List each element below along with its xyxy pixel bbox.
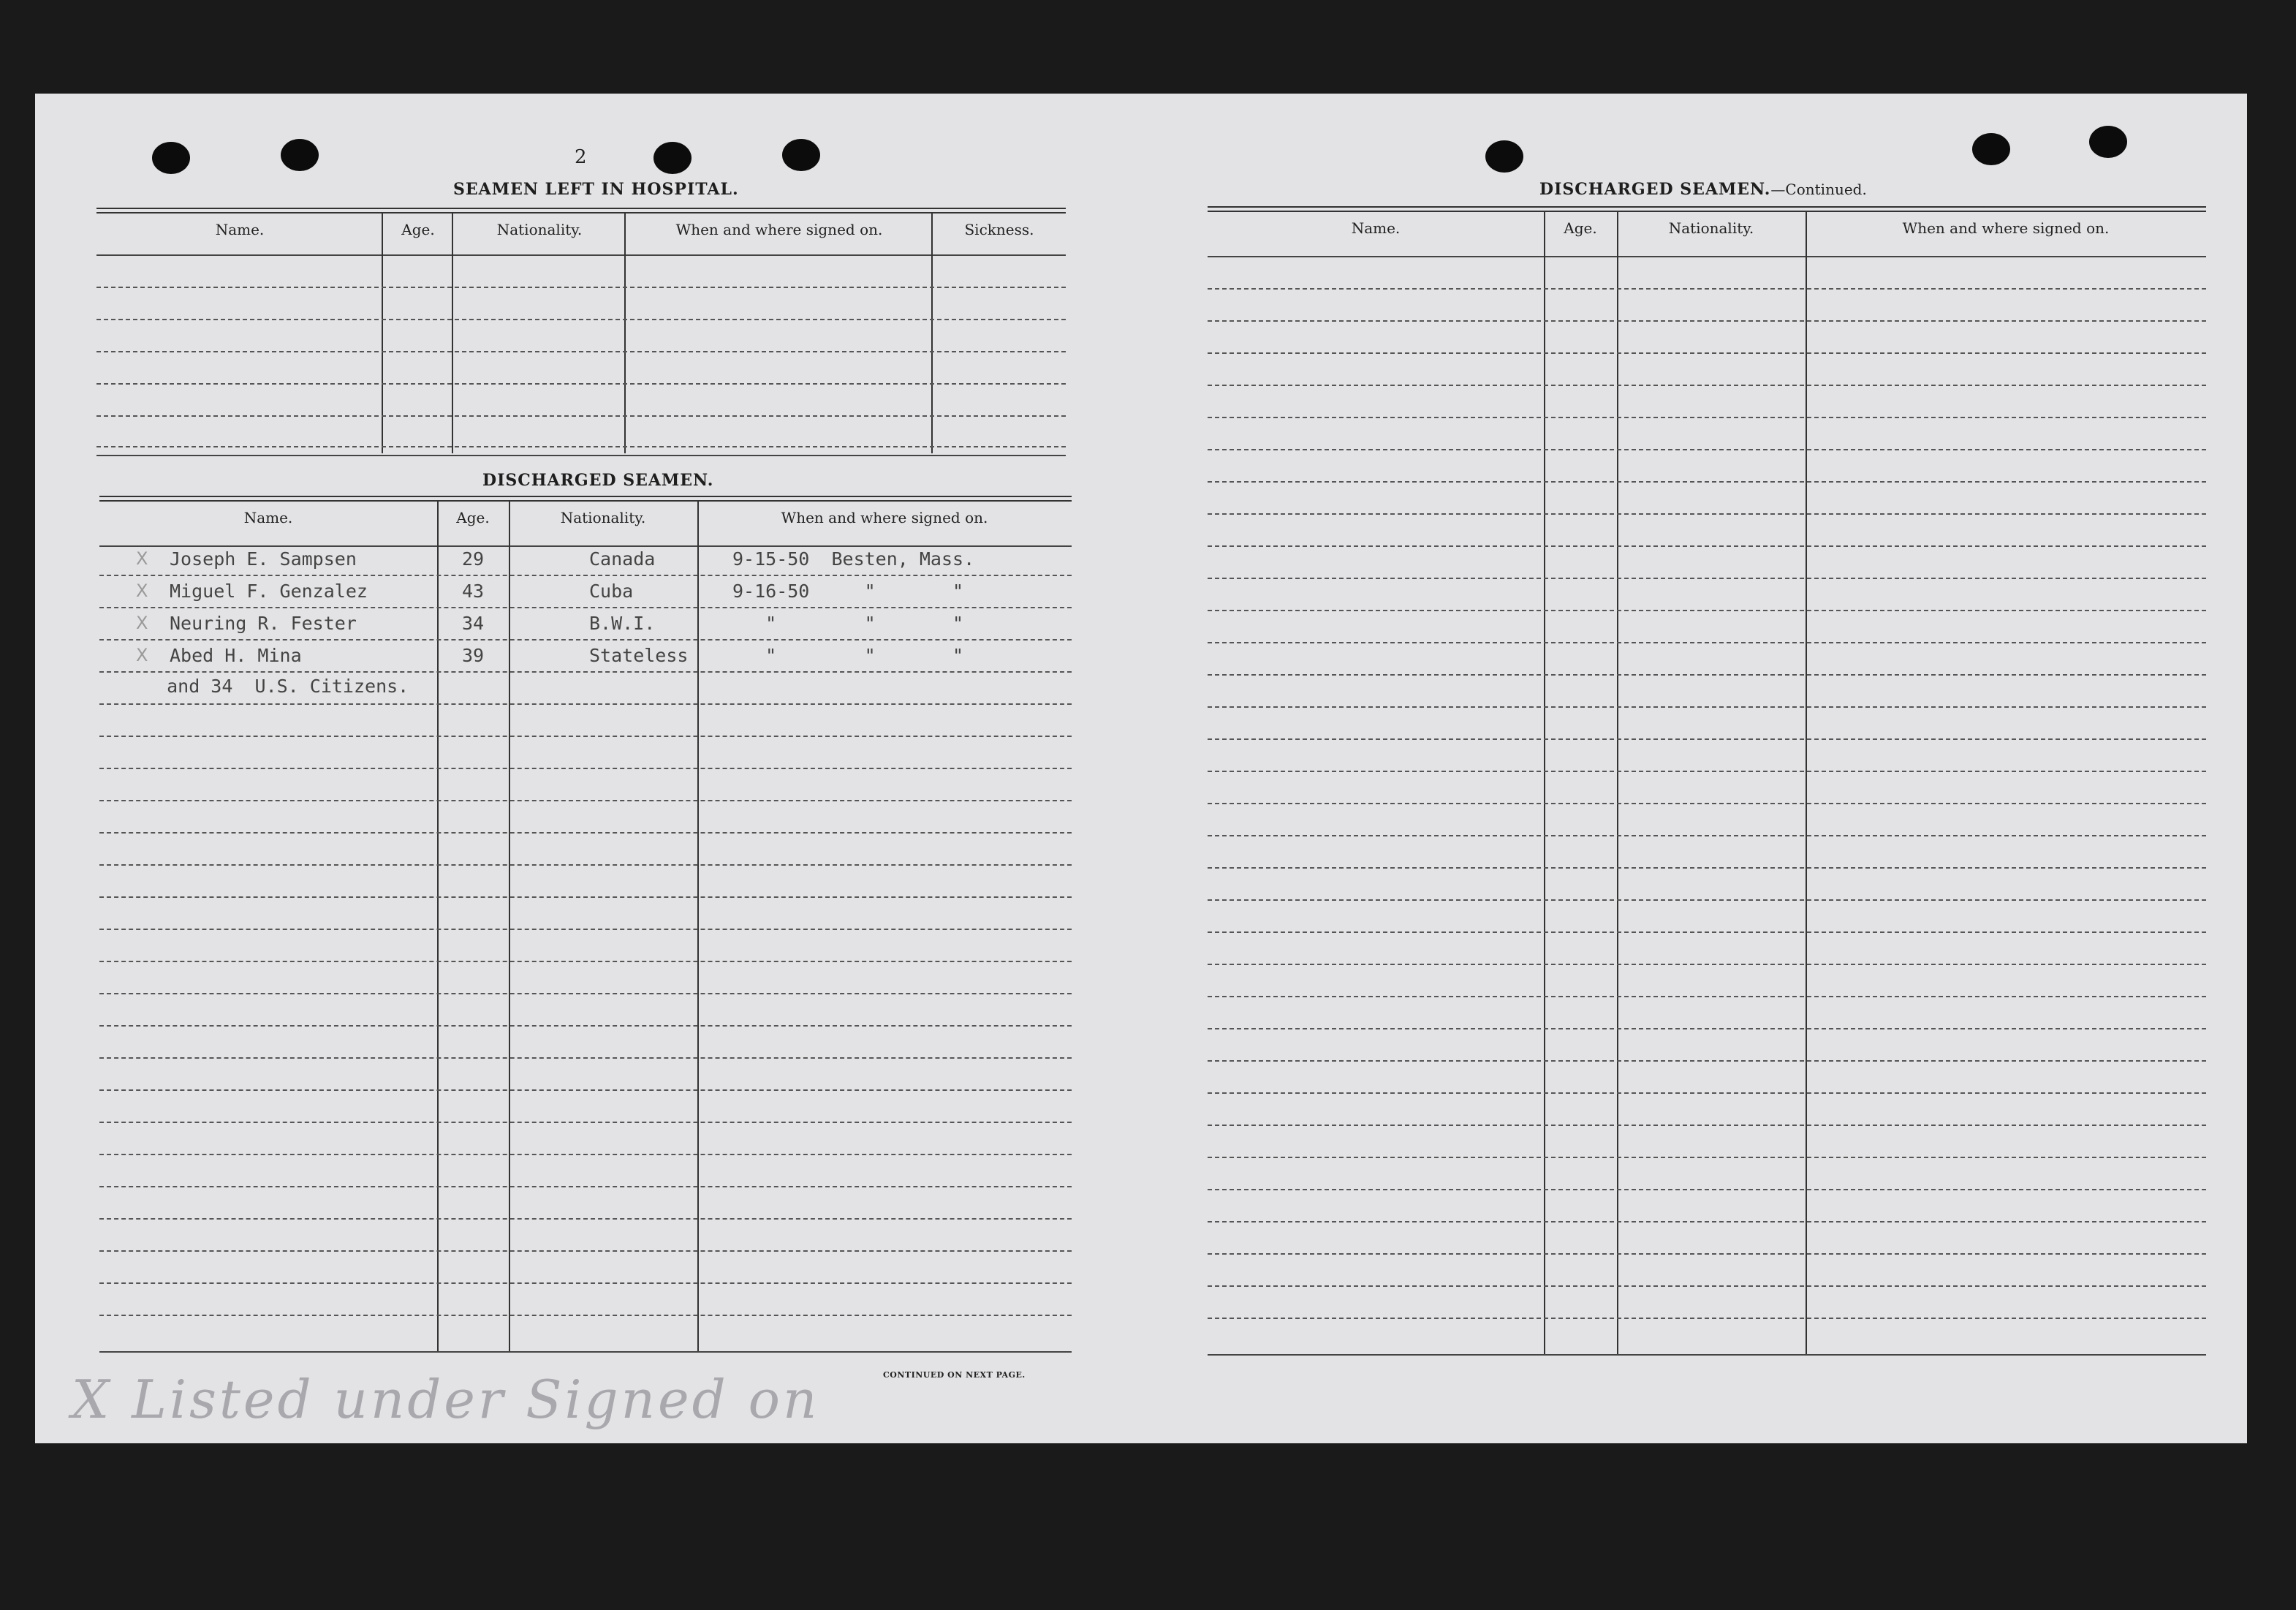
ruled-line <box>1208 578 2206 579</box>
seaman-name: Neuring R. Fester <box>170 613 357 634</box>
row-mark: X <box>136 645 148 665</box>
ruled-line <box>1208 481 2206 483</box>
seaman-when-where: 9-15-50 Besten, Mass. <box>732 548 975 570</box>
ruled-line <box>1208 899 2206 901</box>
seaman-name: and 34 U.S. Citizens. <box>145 676 409 697</box>
col-header-age: Age. <box>456 509 490 526</box>
ruled-line <box>1208 449 2206 450</box>
ruled-line <box>1208 1221 2206 1222</box>
ruled-line <box>1208 1253 2206 1255</box>
col-header-name: Name. <box>243 509 293 526</box>
ruled-line <box>1208 1189 2206 1190</box>
ruled-line <box>99 703 1072 705</box>
row-mark: X <box>136 548 148 569</box>
discharged-continued-table <box>1208 206 2206 1361</box>
ruled-line <box>1208 352 2206 354</box>
ruled-line <box>99 1057 1072 1059</box>
seaman-age: 39 <box>462 645 485 666</box>
ruled-line <box>1208 610 2206 611</box>
seaman-when-where: " " " <box>732 645 964 666</box>
seaman-nationality: B.W.I. <box>589 613 656 634</box>
col-header-when-where: When and where signed on. <box>1902 219 2110 237</box>
ruled-line <box>1208 964 2206 965</box>
ruled-line <box>1208 642 2206 643</box>
discharged-continued-title-text: DISCHARGED SEAMEN. <box>1539 180 1771 199</box>
ruled-line <box>1208 513 2206 515</box>
ruled-line <box>99 639 1072 640</box>
ruled-line <box>1208 320 2206 322</box>
ruled-line <box>99 1315 1072 1316</box>
seaman-age: 34 <box>462 613 485 634</box>
document-scan <box>35 94 2247 1443</box>
ruled-line <box>1208 1285 2206 1287</box>
ruled-line <box>1208 835 2206 836</box>
continued-footer: CONTINUED ON NEXT PAGE. <box>883 1370 1026 1380</box>
seaman-name: Miguel F. Genzalez <box>170 581 368 602</box>
ruled-line <box>1208 417 2206 418</box>
ruled-line <box>99 1089 1072 1091</box>
ruled-line <box>99 768 1072 769</box>
ruled-line <box>99 864 1072 866</box>
ruled-line <box>99 1122 1072 1123</box>
ruled-line <box>99 736 1072 737</box>
ruled-line <box>99 607 1072 608</box>
ruled-line <box>99 1218 1072 1220</box>
ruled-line <box>1208 931 2206 933</box>
seaman-nationality: Canada <box>589 548 656 570</box>
ruled-line <box>1208 1060 2206 1062</box>
col-header-when-where: When and where signed on. <box>675 221 883 238</box>
seaman-age: 29 <box>462 548 485 570</box>
punch-hole <box>152 142 190 174</box>
ruled-line <box>1208 1028 2206 1029</box>
ruled-line <box>1208 1318 2206 1319</box>
col-header-nationality: Nationality. <box>1668 219 1754 237</box>
ruled-line <box>1208 545 2206 547</box>
ruled-line <box>99 671 1072 673</box>
ruled-line <box>1208 771 2206 772</box>
punch-hole <box>1485 140 1523 173</box>
col-header-nationality: Nationality. <box>496 221 583 238</box>
seaman-name: Joseph E. Sampsen <box>170 548 357 570</box>
row-mark: X <box>136 581 148 601</box>
punch-hole <box>1972 133 2010 165</box>
ruled-line <box>1208 1125 2206 1126</box>
ruled-line <box>1208 996 2206 997</box>
ruled-line <box>99 1154 1072 1155</box>
ruled-line <box>99 1250 1072 1252</box>
seaman-age: 43 <box>462 581 485 602</box>
ruled-line <box>1208 803 2206 804</box>
col-header-name: Name. <box>215 221 265 238</box>
punch-hole <box>281 139 319 171</box>
seaman-name: Abed H. Mina <box>170 645 302 666</box>
discharged-table <box>99 496 1072 1358</box>
ruled-line <box>99 1025 1072 1027</box>
discharged-continued-title <box>1539 180 1867 199</box>
col-header-when-where: When and where signed on. <box>781 509 988 526</box>
punch-hole <box>2089 126 2127 158</box>
ruled-line <box>99 896 1072 898</box>
ruled-line <box>99 575 1072 576</box>
col-header-age: Age. <box>1564 219 1597 237</box>
col-header-nationality: Nationality. <box>560 509 646 526</box>
ruled-line <box>1208 288 2206 290</box>
ruled-line <box>99 1282 1072 1284</box>
ruled-line <box>1208 1092 2206 1094</box>
hospital-table <box>96 208 1066 459</box>
seaman-nationality: Stateless <box>589 645 689 666</box>
row-mark: X <box>136 613 148 633</box>
discharged-section-title: DISCHARGED SEAMEN. <box>482 471 714 490</box>
ruled-line <box>99 1186 1072 1187</box>
seaman-when-where: " " " <box>732 613 964 634</box>
seaman-when-where: 9-16-50 " " <box>732 581 964 602</box>
seaman-nationality: Cuba <box>589 581 634 602</box>
hospital-section-title: SEAMEN LEFT IN HOSPITAL. <box>453 180 739 199</box>
ruled-line <box>1208 674 2206 676</box>
ruled-line <box>99 929 1072 930</box>
page-number: 2 <box>575 146 587 168</box>
punch-hole <box>653 142 692 174</box>
punch-hole <box>782 139 820 171</box>
col-header-age: Age. <box>401 221 435 238</box>
ruled-line <box>99 993 1072 994</box>
ruled-line <box>1208 706 2206 708</box>
col-header-name: Name. <box>1351 219 1401 237</box>
ruled-line <box>1208 385 2206 386</box>
title-continued-suffix: —Continued. <box>1770 181 1867 198</box>
ruled-line <box>1208 738 2206 740</box>
handwritten-note: X Listed under Signed on <box>72 1369 820 1430</box>
ruled-line <box>99 961 1072 962</box>
ruled-line <box>99 800 1072 801</box>
ruled-line <box>1208 1157 2206 1158</box>
ruled-line <box>99 832 1072 834</box>
col-header-sickness: Sickness. <box>964 221 1034 238</box>
ruled-line <box>1208 867 2206 869</box>
